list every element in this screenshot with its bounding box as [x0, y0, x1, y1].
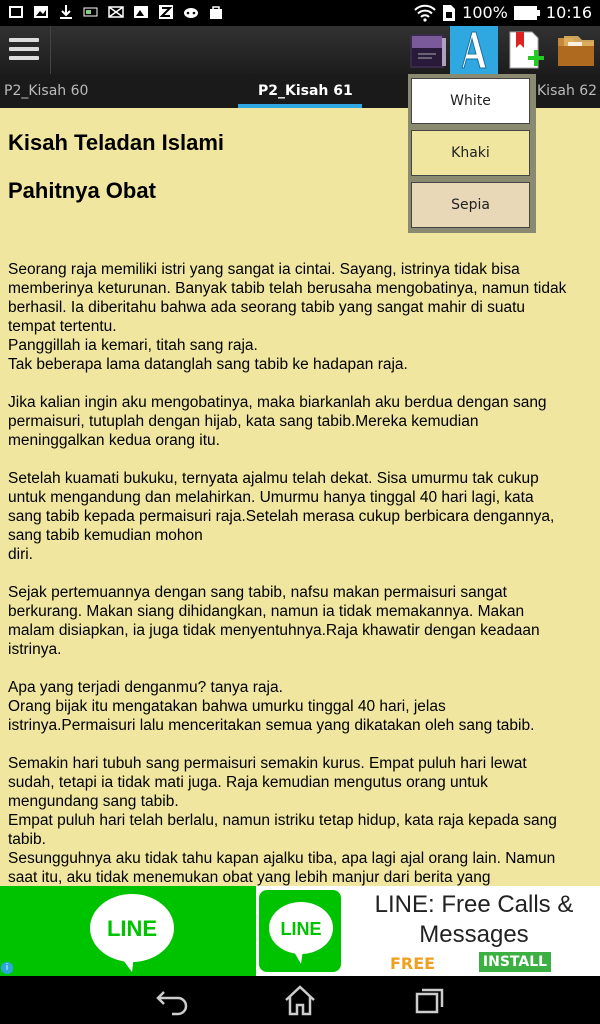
ad-info-icon[interactable]: i	[1, 962, 13, 974]
back-button[interactable]	[152, 984, 192, 1016]
option-sepia[interactable]: Sepia	[411, 182, 530, 228]
folder-icon	[554, 28, 598, 72]
font-style-button[interactable]	[450, 26, 498, 74]
image-icon	[33, 4, 49, 20]
option-khaki[interactable]: Khaki	[411, 130, 530, 176]
battery-percent: 100%	[462, 3, 508, 22]
back-icon	[152, 984, 192, 1016]
sim-icon	[442, 4, 456, 22]
add-bookmark-icon	[502, 28, 546, 72]
app-toolbar	[0, 26, 600, 74]
ad-install-button[interactable]: INSTALL	[479, 952, 551, 972]
menu-icon-bar	[9, 47, 39, 51]
tab-kisah-61[interactable]: P2_Kisah 61	[258, 83, 353, 99]
article-subtitle: Pahitnya Obat	[8, 178, 156, 203]
system-nav-bar	[0, 976, 600, 1024]
line-logo-large-text: LINE	[106, 916, 158, 941]
battery-saver-icon	[83, 4, 99, 20]
app-logo-button[interactable]	[406, 28, 450, 72]
ad-image[interactable]	[0, 886, 256, 976]
clock: 10:16	[545, 3, 592, 22]
status-bar	[0, 0, 600, 26]
line-logo-small-text: LINE	[280, 919, 322, 939]
menu-icon	[9, 38, 39, 42]
menu-icon-bar	[9, 56, 39, 60]
home-button[interactable]	[280, 984, 320, 1016]
line-logo-small-icon	[259, 890, 341, 972]
download-icon	[58, 4, 74, 20]
battery-icon	[514, 6, 540, 20]
article-body: Seorang raja memiliki istri yang sangat ia cintai. Sayang, istrinya tidak bisa memberinya keturunan. Banyak tabib telah berusaha mengobatinya, namun tidak berhasil. Ia diberitahu bahwa ada seorang tabib yang sangat mahir di suatu tempat tertentu. Panggillah ia kemari, titah sang raja. Tak beberapa lama datanglah sang tabib ke hadapan raja. Jika kalian ingin aku mengobatinya, maka biarkanlah aku berdua dengan sang permaisuri, tutuplah dengan hijab, kata sang tabib.Mereka kemudian meninggalkan kedua orang itu. Setelah kuamati bukuku, ternyata ajalmu telah dekat. Sisa umurmu tak cukup untuk mengandung dan melahirkan. Umurmu hanya tinggal 40 hari lagi, kata sang tabib kepada permaisuri raja.Setelah merasa cukup berbicara dengannya, sang tabib kemudian mohon diri. Sejak pertemuannya dengan sang tabib, nafsu makan permaisuri sangat berkurang. Makan siang dihidangkan, namun ia tidak memakannya. Makan malam disiapkan, ia juga tidak menyentuhnya.Raja khawatir dengan keadaan istrinya. Apa yang terjadi denganmu? tanya raja. Orang bijak itu mengatakan bahwa umurku tinggal 40 hari, jelas istrinya.Permaisuri lalu menceritakan semua yang dikatakan oleh sang tabib. Semakin hari tubuh sang permaisuri semakin kurus. Empat puluh hari lewat sudah, tetapi ia tidak mati juga. Raja kemudian mengutus orang untuk mengundang sang tabib. Empat puluh hari telah berlalu, namun istriku tetap hidup, kata raja kepada sang tabib. Sesungguhnya aku tidak tahu kapan ajalku tiba, apa lagi ajal orang lain. Namun saat itu, aku tidak menemukan obat yang lebih manjur dari berita yang	[8, 261, 567, 886]
game-icon	[183, 4, 199, 20]
mail-icon	[108, 4, 124, 20]
tab-kisah-62[interactable]: Kisah 62	[537, 83, 598, 99]
ad-free-label: FREE	[390, 954, 436, 973]
gallery-icon	[8, 4, 24, 20]
ad-title[interactable]: LINE: Free Calls & Messages	[374, 891, 574, 948]
menu-button[interactable]	[0, 26, 51, 74]
add-bookmark-button[interactable]	[502, 28, 546, 72]
recent-apps-icon	[408, 984, 448, 1016]
status-right	[414, 3, 592, 22]
bag-icon	[208, 4, 224, 20]
islami-book-icon	[406, 28, 450, 72]
ad-banner[interactable]	[0, 886, 600, 976]
home-icon	[280, 984, 320, 1016]
article-title: Kisah Teladan Islami	[8, 130, 225, 155]
photo-icon	[133, 4, 149, 20]
option-white[interactable]: White	[411, 78, 530, 124]
background-color-menu	[408, 74, 536, 233]
ad-app-icon[interactable]	[257, 888, 343, 974]
line-logo-large-icon	[0, 886, 256, 976]
wifi-icon	[414, 4, 436, 22]
notification-icons	[8, 4, 224, 20]
tab-kisah-60[interactable]: P2_Kisah 60	[4, 83, 89, 99]
z-app-icon	[158, 4, 174, 20]
recent-apps-button[interactable]	[408, 984, 448, 1016]
bookmarks-folder-button[interactable]	[554, 28, 598, 72]
font-a-icon	[450, 26, 498, 74]
